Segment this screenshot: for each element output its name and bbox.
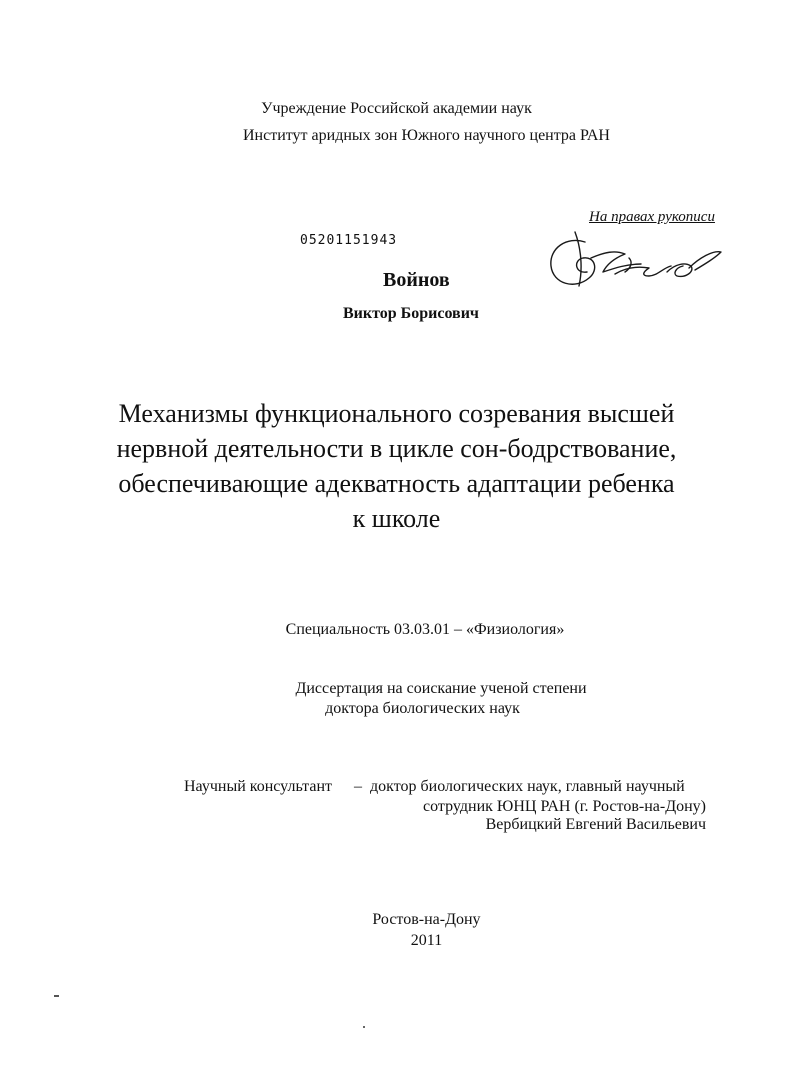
title-line: к школе <box>352 504 441 533</box>
scan-speck <box>54 995 59 997</box>
specialty: Специальность 03.03.01 – «Физиология» <box>285 621 565 638</box>
consultant-name: Вербицкий Евгений Васильевич <box>485 816 706 833</box>
institution-line-2: Институт аридных зон Южного научного центра РАН <box>243 127 610 144</box>
title-line: обеспечивающие адекватность адаптации ребенка <box>118 469 675 498</box>
rights-note: На правах рукописи <box>589 209 715 225</box>
handwritten-signature <box>545 228 725 294</box>
dissertation-degree-line-2: доктора биологических наук <box>325 700 520 717</box>
consultant-line-1: доктор биологических наук, главный научный <box>370 778 685 795</box>
consultant-dash: – <box>354 778 362 795</box>
institution-line-1: Учреждение Российской академии наук <box>261 100 532 117</box>
year: 2011 <box>410 932 443 949</box>
scan-speck <box>363 1026 365 1028</box>
consultant-label: Научный консультант <box>184 778 332 795</box>
dissertation-degree-line-1: Диссертация на соискание ученой степени <box>295 680 587 697</box>
title-line: нервной деятельности в цикле сон-бодрствование, <box>116 434 677 463</box>
author-given-names: Виктор Борисович <box>343 305 479 322</box>
author-surname: Войнов <box>383 269 450 291</box>
title-line: Механизмы функционального созревания высшей <box>118 399 675 428</box>
dissertation-title <box>0 396 793 536</box>
city: Ростов-на-Дону <box>372 911 481 928</box>
catalog-code: 05201151943 <box>300 233 398 248</box>
consultant-line-2: сотрудник ЮНЦ РАН (г. Ростов-на-Дону) <box>423 798 706 815</box>
